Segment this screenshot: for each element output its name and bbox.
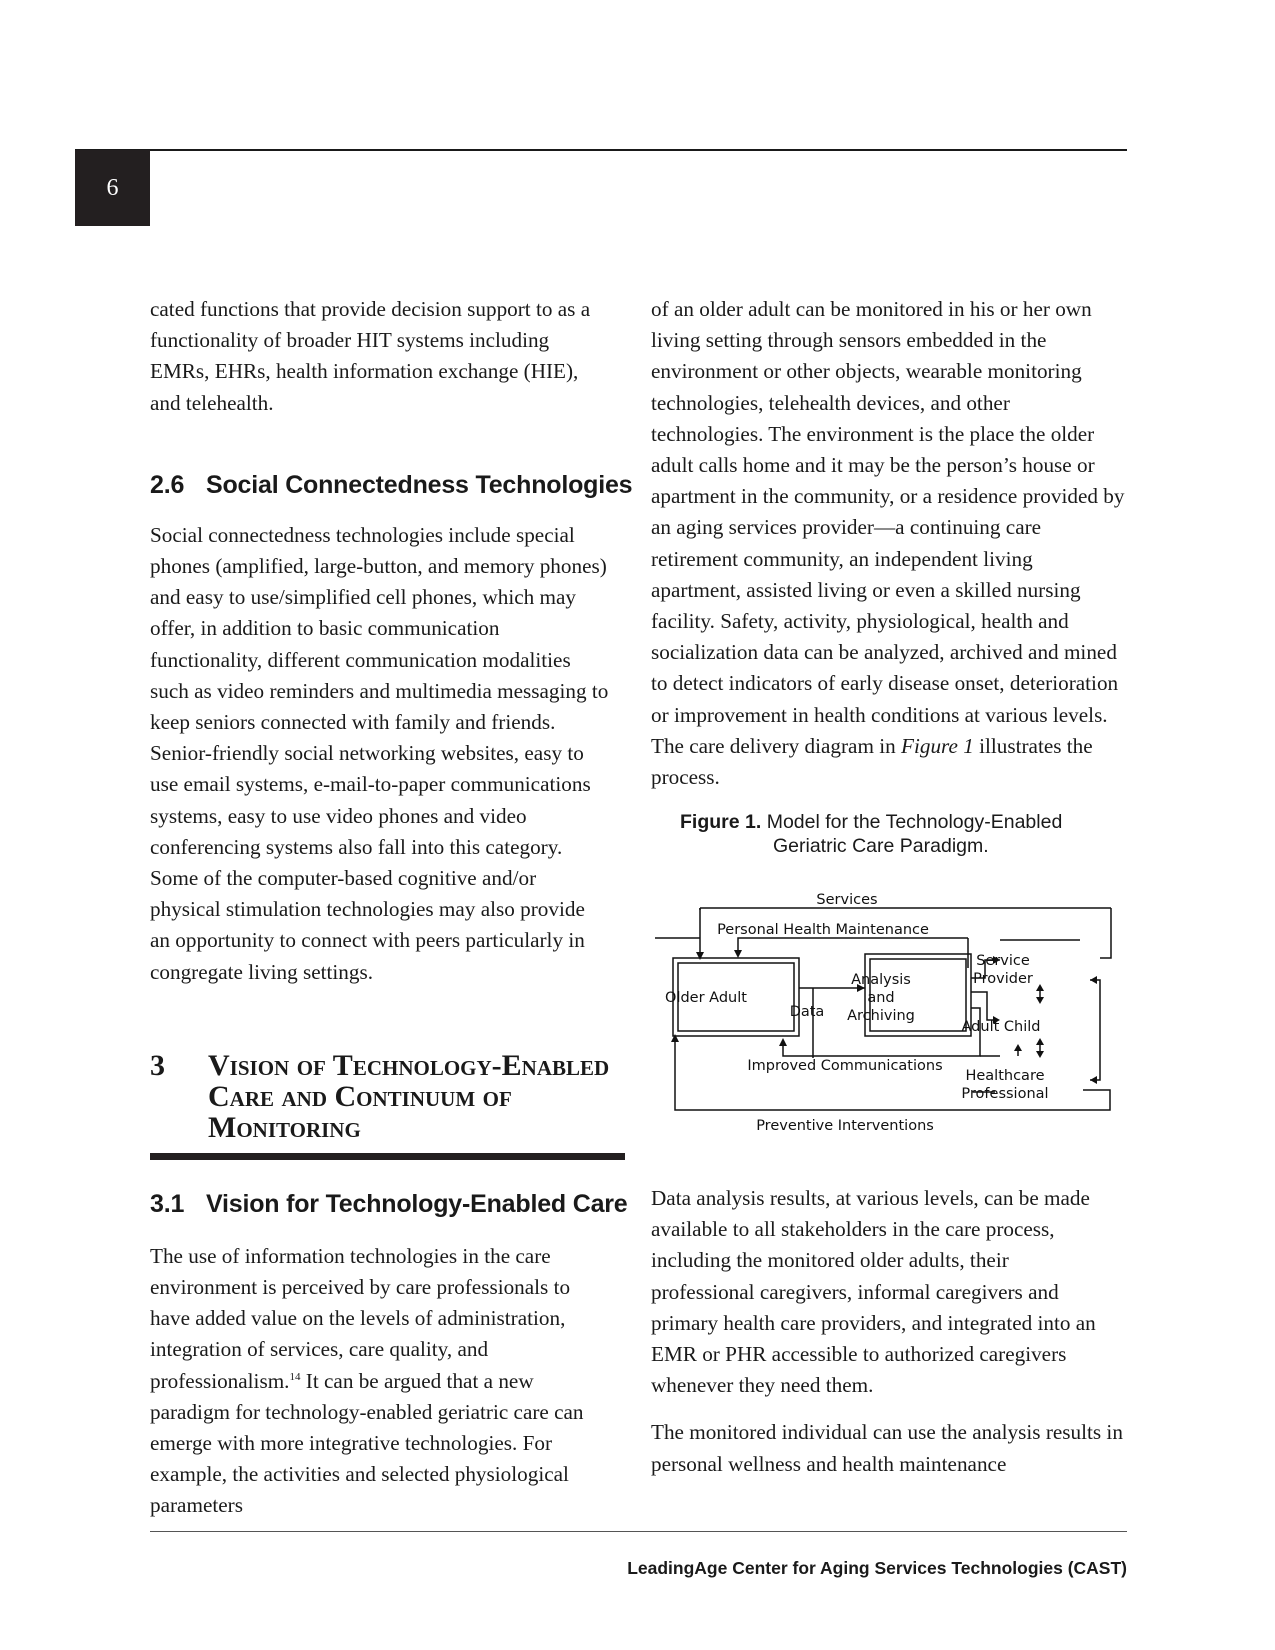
diagram-label-older-adult: Older Adult [665,990,747,1006]
diagram-label-data: Data [789,1004,825,1020]
diagram-label-service: Service [976,953,1030,969]
social-connectedness-paragraph: Social connectedness technologies include special phones (amplified, large-button, and memory phones) and easy to use/simplified cell phones, which may offer, in addition to basic communication functionality, different communication modalities such as video reminders and multimedia messaging to keep seniors connected with family and friends. Senior-friendly social networking websites, easy to use email systems, e-mail-to-paper communications systems, easy to use video phones and video conferencing systems also fall into this category. Some of the computer-based cognitive and/or physical stimulation technologies may also provide an opportunity to connect with peers particularly in congregate living settings. [150,522,609,984]
figure-label: Figure 1. [680,811,762,833]
section-2-6-heading [150,470,633,500]
section-number: 3.1 [150,1189,185,1218]
diagram-label-provider: Provider [973,971,1033,987]
diagram-label-and: and [867,990,895,1006]
section-title: Vision for Technology-Enabled Care [206,1189,628,1218]
diagram-label-preventive-interventions: Preventive Interventions [756,1118,934,1134]
intro-paragraph: cated functions that provide decision support to as a functionality of broader HIT systems including EMRs, EHRs, health information exchange (HIE), and telehealth. [150,297,591,415]
section-3-heading [150,1050,625,1160]
vision-paragraph: The use of information technologies in the care environment is perceived by care professionals to have added value on the levels of administration, integration of services, care quality, and professionalism.$^{14}$ It can be argued that a new paradigm for technology-enabled geriatric care can emerge with more integrative technologies. For example, the activities and selected physiological parameters [150,1243,584,1518]
section-title: Social Connectedness Technologies [206,470,633,499]
section-title: Vision of Technology-Enabled Care and Continuum of Monitoring [208,1048,610,1144]
diagram-label-analysis: Analysis [851,972,911,988]
data-analysis-paragraph: Data analysis results, at various levels, can be made available to all stakeholders in the care process, including the monitored older adults, their professional caregivers, informal caregivers and primary health care providers, and integrated into an EMR or PHR accessible to authorized caregivers whenever they need them. [651,1186,1096,1398]
footer-rule [150,1531,1127,1532]
monitoring-paragraph: of an older adult can be monitored in his or her own living setting through sensors embedded in the environment or other objects, wearable monitoring technologies, telehealth devices, and other technologies. The environment is the place the older adult calls home and it may be the person’s house or apartment in the community, or a residence provided by an aging services provider—a continuing care retirement community, an independent living apartment, assisted living or even a skilled nursing facility. Safety, activity, physiological, health and socialization data can be analyzed, archived and mined to detect indicators of early disease onset, deterioration or improvement in health conditions at various levels. The care delivery diagram in Figure 1 illustrates the process. [651,297,1125,790]
section-number: 2.6 [150,470,185,499]
diagram-label-improved-communications: Improved Communications [747,1058,943,1074]
section-number: 3 [150,1048,165,1082]
diagram-label-archiving: Archiving [847,1008,915,1024]
header-rule [75,149,1127,151]
footnote-ref: 14 [289,1370,301,1383]
care-paradigm-diagram [655,880,1125,1140]
right-column [651,294,1126,793]
diagram-label-professional: Professional [961,1086,1049,1102]
left-column [150,294,633,1522]
diagram-label-adult-child: Adult Child [961,1019,1041,1035]
footer-text: LeadingAge Center for Aging Services Technologies (CAST) [627,1558,1127,1578]
diagram-label-services: Services [816,892,878,908]
monitored-individual-paragraph: The monitored individual can use the analysis results in personal wellness and health maintenance [651,1420,1123,1476]
page-number: 6 [75,150,150,226]
figure-caption: Figure 1. Model for the Technology-Enabled Geriatric Care Paradigm. [680,811,1063,857]
section-divider [150,1153,625,1160]
diagram-label-healthcare: Healthcare [965,1068,1045,1084]
section-3-1-heading [150,1189,628,1219]
right-column-lower [651,1183,1126,1480]
diagram-label-personal-health: Personal Health Maintenance [717,922,929,938]
